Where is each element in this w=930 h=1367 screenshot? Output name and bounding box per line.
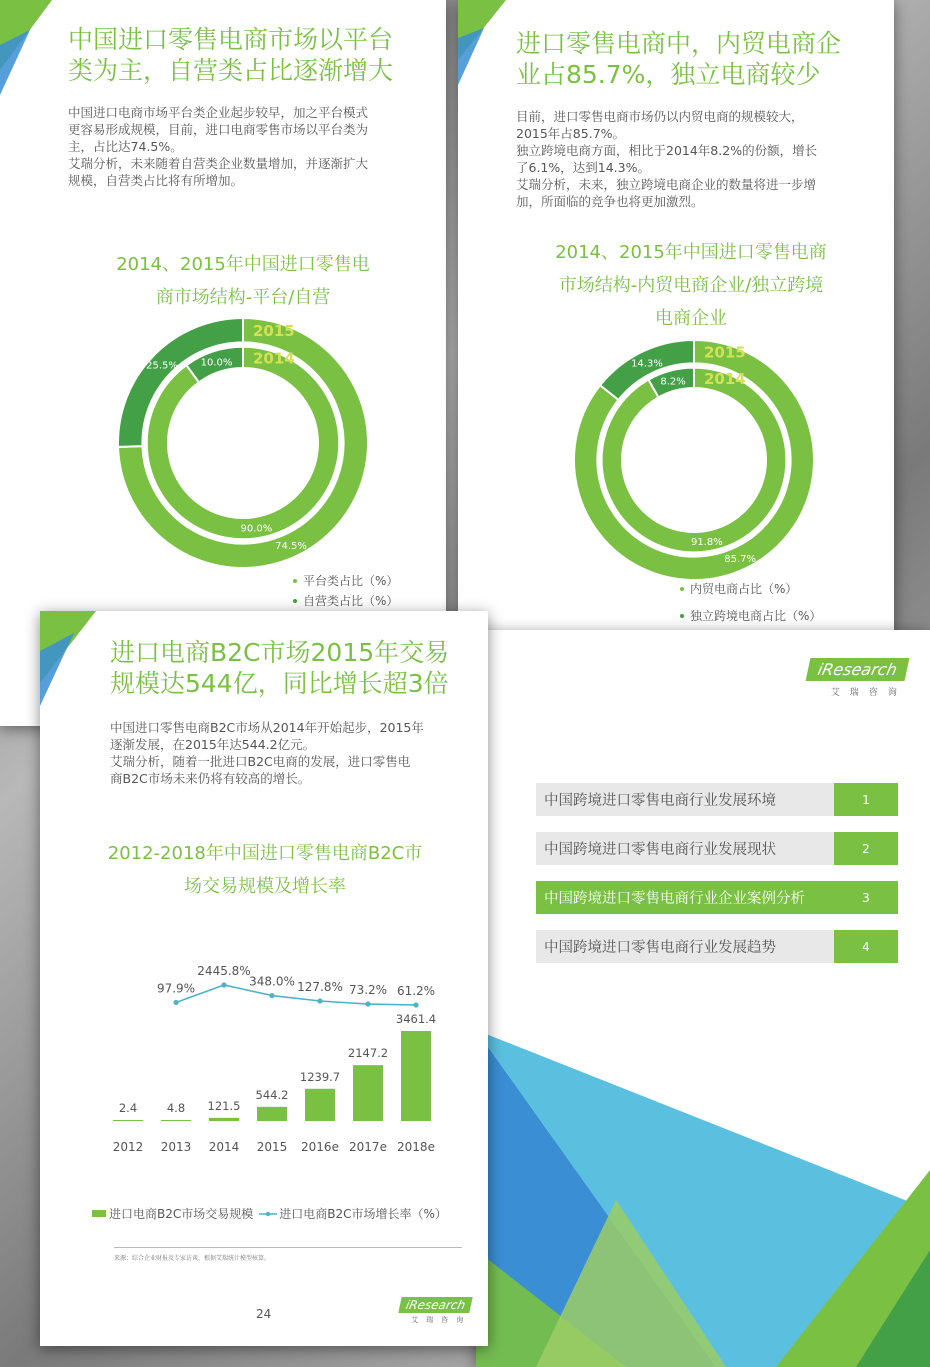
ring-year-label: 2015 [253,322,295,341]
ring-year-label: 2014 [704,369,746,388]
toc-item-1[interactable] [536,783,898,816]
page-domestic-vs-independent [458,0,894,640]
page-b2c-market-scale [40,611,488,1346]
growth-label: 73.2% [348,983,388,998]
legend-item-independent: 独立跨境电商占比（%） [680,607,821,624]
growth-point [413,1002,418,1007]
iresearch-logo: iResearch 艾瑞咨询 [808,658,907,698]
iresearch-logo: iResearch 艾瑞咨询 [400,1297,471,1325]
bar-2012 [113,1120,143,1121]
slice-label: 74.5% [275,541,307,553]
legend-item-growth: 进口电商B2C市场增长率（%） [279,1207,447,1221]
donut-slice-2014-0 [147,347,340,540]
growth-point [365,1001,370,1006]
bar-2018e [401,1031,431,1121]
growth-label: 127.8% [297,980,343,995]
x-tick-label: 2015 [256,1140,288,1154]
bar-value-label: 2147.2 [347,1046,389,1061]
x-tick-label: 2013 [160,1140,192,1154]
bar-2014 [209,1118,239,1121]
bar-value-label: 3461.4 [395,1012,437,1026]
toc-item-label: 中国跨境进口零售电商行业企业案例分析 [544,891,805,907]
slice-label: 8.2% [660,376,686,388]
bar-2017e [353,1065,383,1121]
growth-point [221,982,226,987]
page-title: 进口零售电商中，内贸电商企 业占85.7%，独立电商较少 [516,29,842,89]
donut-chart-domestic [574,340,814,584]
slice-label: 10.0% [200,357,233,369]
page-title: 中国进口零售电商市场以平台 类为主，自营类占比逐渐增大 [68,25,394,85]
x-tick-label: 2016e [301,1140,339,1154]
bar-value-label: 121.5 [207,1098,241,1113]
toc-item-number: 2 [834,832,898,865]
divider [114,1247,462,1248]
growth-label: 61.2% [396,984,436,998]
toc-item-number: 4 [834,930,898,963]
bar-value-label: 1239.7 [299,1069,341,1084]
x-tick-label: 2018e [397,1140,435,1154]
slice-label: 91.8% [690,537,723,549]
slice-label: 14.3% [631,358,663,370]
slice-label: 90.0% [240,523,273,535]
chart-legend [293,572,398,612]
chart-title: 2012-2018年中国进口零售电商B2C市 场交易规模及增长率 [107,843,423,897]
page-description: 中国进口零售电商B2C市场从2014年开始起步，2015年 逐渐发展，在2015年达544.2亿元。 艾瑞分析，随着一批进口B2C电商的发展，进口零售电 商B2C市场未来仍将有较高的增长。 [110,720,424,786]
bar-2015 [257,1107,287,1121]
page-number: 24 [256,1307,272,1321]
donut-slice-2014-0 [602,368,787,553]
legend-item-self-operated: 自营类占比（%） [293,592,398,609]
bar-2013 [161,1120,191,1121]
donut-chart-platform [118,318,368,572]
toc-item-2[interactable] [536,832,898,865]
legend-line-swatch [259,1210,277,1218]
growth-point [173,1000,178,1005]
legend-item-platform: 平台类占比（%） [293,572,398,589]
slice-label: 25.5% [146,360,178,372]
x-tick-label: 2012 [112,1140,144,1154]
page-table-of-contents [476,630,930,1367]
chart-legend [680,580,821,627]
growth-label: 348.0% [249,974,295,989]
corner-decoration [0,0,60,100]
legend-item-domestic: 内贸电商占比（%） [680,580,821,597]
bar-value-label: 544.2 [255,1087,289,1102]
toc-item-number: 3 [834,881,898,914]
growth-label: 97.9% [156,981,196,996]
growth-label: 2445.8% [197,964,251,978]
page-description: 目前，进口零售电商市场仍以内贸电商的规模较大， 2015年占85.7%。 独立跨境电商方面，相比于2014年8.2%的份额，增长 了6.1%，达到14.3%。 艾瑞分析，未来，独立跨境电商企业的数量将进一步增 加，所面临的竞争也将更加激烈。 [516,109,818,209]
slice-label: 85.7% [724,553,757,565]
page-description: 中国进口电商市场平台类企业起步较早，加之平台模式 更容易形成规模，目前，进口电商零售市场以平台类为 主，占比达74.5%。 艾瑞分析，未来随着自营类企业数量增加，并逐渐扩大 规模，自营类占比将有所增加。 [68,105,369,188]
bar-value-label: 2.4 [118,1101,138,1115]
source-note: 来源：综合企业财报及专家访谈，根据艾瑞统计模型核算。 [114,1255,271,1262]
page-title: 进口电商B2C市场2015年交易 规模达544亿，同比增长超3倍 [110,638,450,698]
chart-title: 2014、2015年中国进口零售电商 市场结构-内贸电商企业/独立跨境 电商企业 [555,242,827,329]
toc-item-label: 中国跨境进口零售电商行业发展环境 [544,793,776,809]
chart-title: 2014、2015年中国进口零售电 商市场结构-平台/自营 [116,254,370,308]
legend-item-scale: 进口电商B2C市场交易规模 [109,1207,254,1221]
bar-value-label: 4.8 [166,1101,186,1115]
toc-item-label: 中国跨境进口零售电商行业发展趋势 [544,940,776,956]
toc-item-label: 中国跨境进口零售电商行业发展现状 [544,842,776,858]
corner-decoration [458,0,518,100]
bottom-decoration [476,1010,930,1367]
x-tick-label: 2014 [208,1140,240,1154]
bar-2016e [305,1089,335,1121]
chart-legend [92,1205,447,1222]
toc-item-3[interactable] [536,881,898,914]
bar-line-chart [100,951,460,1165]
growth-point [269,993,274,998]
toc-item-4[interactable] [536,930,898,963]
legend-bar-swatch [92,1210,106,1217]
ring-year-label: 2014 [253,349,295,368]
corner-decoration [40,611,100,711]
growth-point [317,998,322,1003]
toc-item-number: 1 [834,783,898,816]
x-tick-label: 2017e [349,1140,387,1154]
ring-year-label: 2015 [704,343,746,362]
